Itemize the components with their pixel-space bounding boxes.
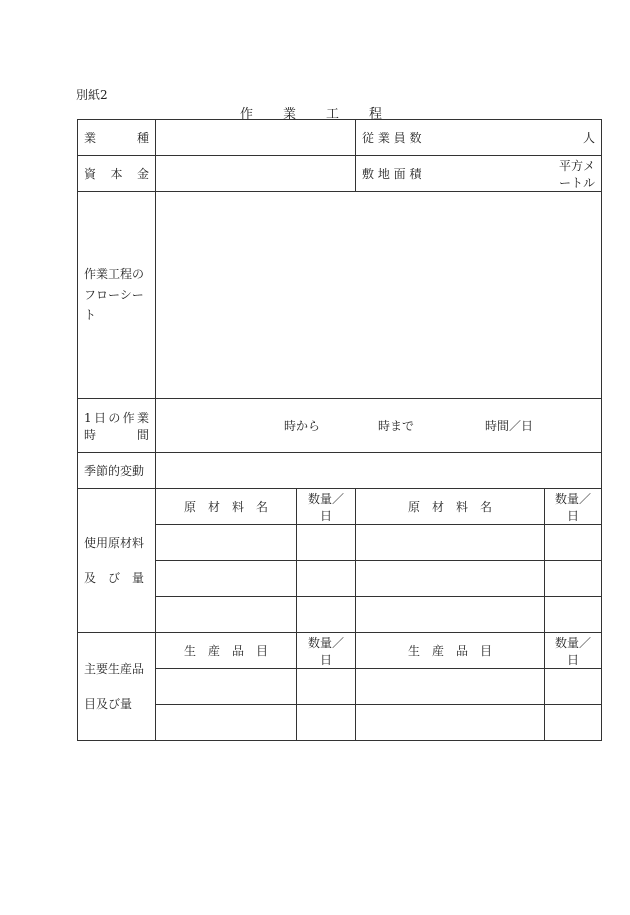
material-name-header: 原 材 料 名 — [356, 489, 545, 525]
materials-label — [78, 489, 156, 633]
page-label: 別紙2 — [76, 88, 108, 102]
hours-per-day-text: 時間／日 — [485, 418, 534, 433]
material-name-cell[interactable] — [156, 525, 297, 561]
title-char: 業 — [283, 107, 297, 122]
product-header: 生 産 品 目 — [156, 633, 297, 669]
seasonal-field[interactable] — [156, 453, 602, 489]
industry-row — [78, 120, 602, 156]
materials-label-line2: 及 び 量 — [84, 570, 145, 585]
product-qty-cell[interactable] — [297, 669, 356, 705]
product-entry-row — [78, 705, 602, 741]
material-qty-cell[interactable] — [297, 597, 356, 633]
product-name-cell[interactable] — [156, 705, 297, 741]
flow-sheet-label: 作業工程のフローシート — [78, 192, 156, 399]
work-process-form — [77, 119, 602, 741]
material-qty-cell[interactable] — [545, 525, 602, 561]
product-header: 生 産 品 目 — [356, 633, 545, 669]
material-name-cell[interactable] — [356, 561, 545, 597]
material-name-cell[interactable] — [356, 525, 545, 561]
seasonal-row — [78, 453, 602, 489]
work-hours-label-line1: 1日の作業 — [84, 410, 149, 425]
products-label-line2: 目及び量 — [84, 696, 133, 711]
work-hours-row — [78, 399, 602, 453]
products-label — [78, 633, 156, 741]
material-qty-cell[interactable] — [297, 561, 356, 597]
material-name-cell[interactable] — [156, 597, 297, 633]
industry-field[interactable] — [156, 120, 356, 156]
material-name-cell[interactable] — [156, 561, 297, 597]
material-qty-cell[interactable] — [545, 561, 602, 597]
material-qty-header: 数量／日 — [545, 489, 602, 525]
hours-to-text: 時まで — [378, 418, 415, 433]
work-hours-label — [78, 399, 156, 453]
work-hours-field[interactable] — [156, 399, 602, 453]
product-name-cell[interactable] — [356, 705, 545, 741]
flow-sheet-row — [78, 192, 602, 399]
product-qty-cell[interactable] — [545, 669, 602, 705]
capital-field[interactable] — [156, 156, 356, 192]
capital-row — [78, 156, 602, 192]
employees-field[interactable] — [545, 120, 602, 156]
title-char: 程 — [369, 107, 383, 122]
site-area-field[interactable] — [545, 156, 602, 192]
product-qty-header: 数量／日 — [297, 633, 356, 669]
materials-header-row — [78, 489, 602, 525]
seasonal-label: 季節的変動 — [78, 453, 156, 489]
site-area-unit: 平方メートル — [559, 158, 596, 190]
product-qty-header: 数量／日 — [545, 633, 602, 669]
employees-label: 従 業 員 数 — [362, 131, 422, 145]
work-hours-label-line2: 時 間 — [84, 427, 149, 442]
material-entry-row — [78, 597, 602, 633]
title-char: 工 — [326, 107, 340, 122]
material-entry-row — [78, 525, 602, 561]
product-qty-cell[interactable] — [545, 705, 602, 741]
product-entry-row — [78, 669, 602, 705]
industry-label: 業 種 — [78, 120, 156, 156]
product-qty-cell[interactable] — [297, 705, 356, 741]
product-name-cell[interactable] — [156, 669, 297, 705]
employees-unit: 人 — [583, 131, 596, 145]
products-label-line1: 主要生産品 — [84, 661, 145, 676]
material-entry-row — [78, 561, 602, 597]
site-area-label: 敷 地 面 積 — [362, 167, 422, 181]
products-header-row — [78, 633, 602, 669]
material-qty-cell[interactable] — [545, 597, 602, 633]
materials-label-line1: 使用原材料 — [84, 535, 145, 550]
flow-sheet-field[interactable] — [156, 192, 602, 399]
material-qty-header: 数量／日 — [297, 489, 356, 525]
material-name-header: 原 材 料 名 — [156, 489, 297, 525]
product-name-cell[interactable] — [356, 669, 545, 705]
title-char: 作 — [240, 107, 254, 122]
capital-label: 資 本 金 — [78, 156, 156, 192]
material-name-cell[interactable] — [356, 597, 545, 633]
material-qty-cell[interactable] — [297, 525, 356, 561]
hours-from-text: 時から — [284, 418, 321, 433]
